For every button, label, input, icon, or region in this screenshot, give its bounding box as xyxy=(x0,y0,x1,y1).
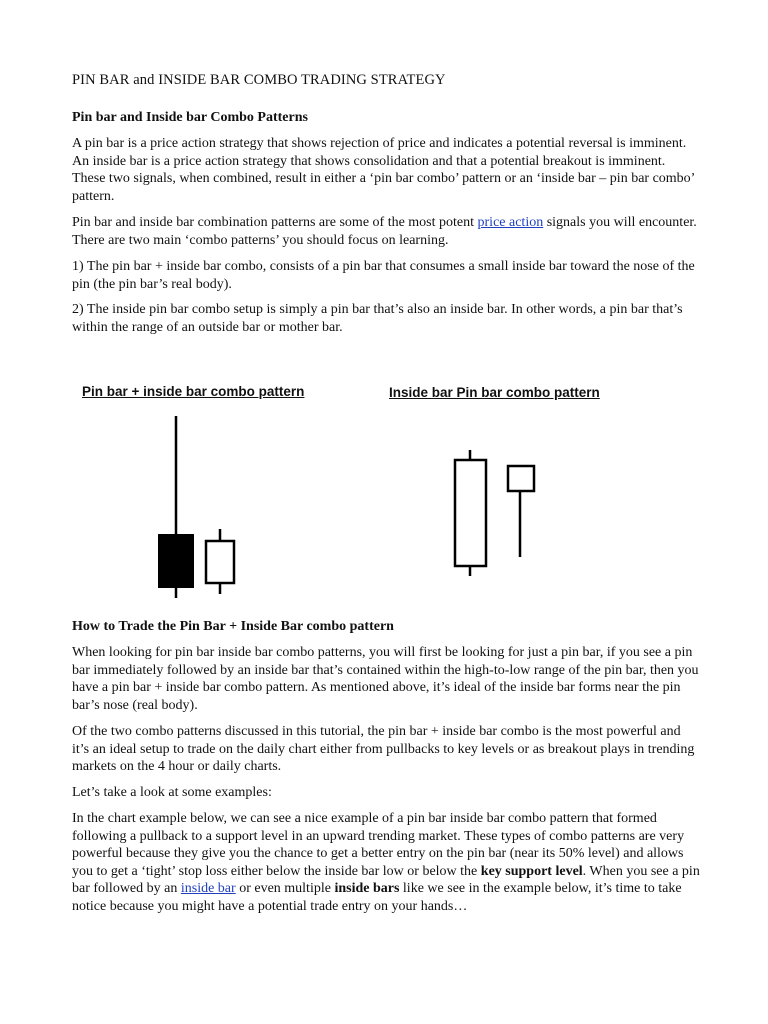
inside-bars-text: inside bars xyxy=(334,881,400,896)
paragraph-text: or even multiple xyxy=(235,881,335,896)
paragraph-text: In the chart example below, we can see a nice example of a pin bar inside bar combo pattern that formed following a pullback to a support level in an upward trending market. These types of combo patterns are very powerful because they give you the chance to get a better entry on the pin bar (near its 50% level) and allows you to get a ‘tight’ stop loss either below the inside bar low or below the xyxy=(72,811,685,879)
price-action-link[interactable]: price action xyxy=(477,215,544,230)
paragraph-two-combos: Of the two combo patterns discussed in this tutorial, the pin bar + inside bar combo is the most powerful and it’s an ideal setup to trade on the daily chart either from pullbacks to key levels or as breakout plays in trending markets on the 4 hour or daily charts. xyxy=(72,724,695,774)
paragraph-chart-example xyxy=(72,810,700,915)
figure-label-inside-pin-combo: Inside bar Pin bar combo pattern xyxy=(389,385,600,400)
paragraph-combo-2: 2) The inside pin bar combo setup is simply a pin bar that’s also an inside bar. In other words, a pin bar that’s within the range of an outside bar or mother bar. xyxy=(72,302,683,335)
paragraph-examples-intro: Let’s take a look at some examples: xyxy=(72,785,272,800)
paragraph-text: like we see in the example below, it’s time to take notice because you might have a potential trade entry on your hands… xyxy=(72,881,682,914)
pin-bar-body xyxy=(159,535,193,587)
paragraph-how-to-look: When looking for pin bar inside bar combo patterns, you will first be looking for just a pin bar, if you see a pin bar immediately followed by an inside bar that’s contained within the high-to-low range of the pin bar, then you have a pin bar + inside bar combo pattern. As mentioned above, it’s ideal of the inside bar forms near the pin bar’s nose (real body). xyxy=(72,645,699,713)
paragraph-text: . When you see a pin bar followed by an xyxy=(72,863,700,896)
inside-bar-body xyxy=(206,541,234,583)
section-heading-how-to-trade: How to Trade the Pin Bar + Inside Bar combo pattern xyxy=(72,619,394,634)
figure-label-pin-inside-combo: Pin bar + inside bar combo pattern xyxy=(82,384,305,399)
paragraph-combo-1: 1) The pin bar + inside bar combo, consists of a pin bar that consumes a small inside bar toward the nose of the pin (the pin bar’s real body). xyxy=(72,259,695,292)
paragraph-text: Pin bar and inside bar combination patterns are some of the most potent xyxy=(72,215,478,230)
paragraph-intro: A pin bar is a price action strategy that shows rejection of price and indicates a potential reversal is imminent. An inside bar is a price action strategy that shows consolidation and that a potential breakout is imminent. These two signals, when combined, result in either a ‘pin bar combo’ pattern or an ‘inside bar – pin bar combo’ pattern. xyxy=(72,136,695,204)
document-title: PIN BAR and INSIDE BAR COMBO TRADING STRATEGY xyxy=(72,72,446,88)
section-heading-combo-patterns: Pin bar and Inside bar Combo Patterns xyxy=(72,110,308,125)
mother-bar-body xyxy=(455,460,486,566)
paragraph-text: signals you will encounter. There are two main ‘combo patterns’ you should focus on learning. xyxy=(72,215,697,248)
key-support-level-text: key support level xyxy=(480,863,583,879)
inside-pin-bar-body xyxy=(508,466,534,491)
inside-bar-link[interactable]: inside bar xyxy=(180,881,236,896)
